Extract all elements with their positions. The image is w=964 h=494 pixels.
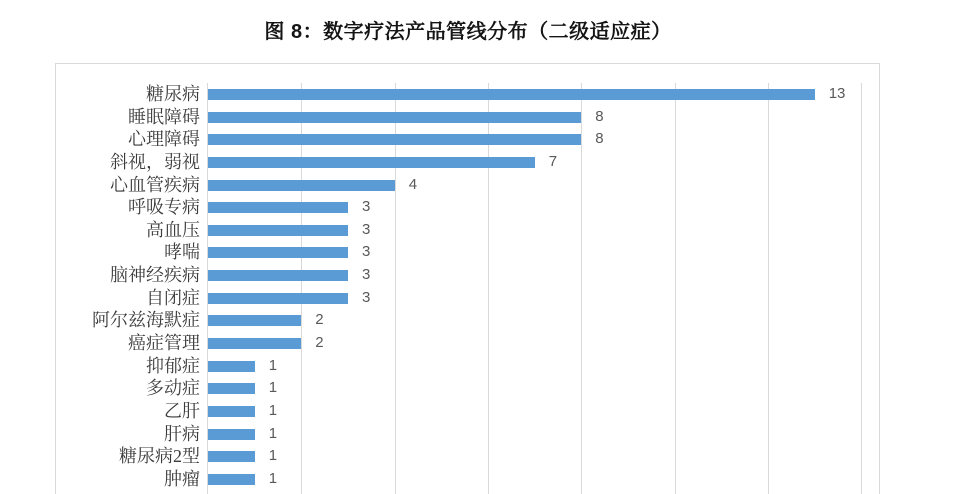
bar-row: [146, 219, 880, 242]
bar-row: [128, 196, 880, 219]
value-label: 3: [362, 266, 371, 284]
bar: [208, 315, 301, 326]
bar-row: [92, 309, 880, 332]
category-label: 睡眠障碍: [128, 106, 200, 127]
value-label: 3: [362, 220, 371, 238]
category-label: 糖尿病2型: [119, 446, 200, 467]
bar-row: [146, 377, 880, 400]
category-label: 心理障碍: [128, 129, 200, 150]
category-label: 多动症: [146, 378, 200, 399]
value-label: 8: [595, 107, 604, 125]
bar-row: [119, 445, 880, 468]
value-label: 1: [268, 356, 278, 374]
category-label: 高血压: [146, 219, 200, 240]
category-label: 抑郁症: [146, 355, 200, 376]
category-label: 呼吸专病: [128, 197, 200, 218]
value-label: 2: [315, 311, 324, 329]
bar: [208, 225, 348, 236]
bar-row: [146, 83, 880, 106]
bar: [208, 270, 348, 281]
bar: [208, 293, 348, 304]
plot-area: [92, 83, 880, 494]
bar: [208, 361, 255, 372]
bar: [208, 474, 255, 485]
category-label: 斜视，弱视: [110, 151, 200, 172]
category-label: 阿尔兹海默症: [92, 310, 200, 331]
figure-title: 图 8：数字疗法产品管线分布（二级适应症）: [264, 21, 672, 43]
bar: [208, 157, 535, 168]
value-label: 3: [362, 198, 371, 216]
bar: [208, 429, 255, 440]
category-label: 肝病: [164, 423, 200, 444]
value-label: 8: [595, 130, 604, 148]
bar-row: [146, 355, 880, 378]
category-label: 心血管疾病: [110, 174, 200, 195]
bar-row: [164, 241, 880, 264]
value-label: 1: [268, 401, 278, 419]
category-label: 癌症管理: [128, 333, 200, 354]
value-label: 1: [268, 469, 278, 487]
bar: [208, 406, 255, 417]
bar-row: [128, 128, 880, 151]
bar-row: [128, 332, 880, 355]
bar: [208, 180, 395, 191]
category-label: 肿瘤: [164, 468, 200, 489]
bar: [208, 134, 581, 145]
value-label: 7: [548, 152, 558, 170]
value-label: 1: [268, 447, 278, 465]
category-label: 乙肝: [164, 400, 200, 421]
category-label: 哮喘: [164, 242, 200, 263]
value-label: 13: [828, 85, 846, 102]
value-label: 1: [268, 424, 278, 442]
bar-row: [110, 264, 880, 287]
bar: [208, 451, 255, 462]
bar-row: [164, 400, 880, 423]
bar: [208, 383, 255, 394]
bar: [208, 112, 581, 123]
bar: [208, 202, 348, 213]
category-label: 糖尿病: [146, 84, 200, 104]
value-label: 2: [315, 334, 324, 352]
value-label: 3: [362, 243, 371, 261]
value-label: 1: [268, 379, 278, 397]
chart-frame: [55, 63, 880, 494]
category-label: 脑神经疾病: [110, 265, 200, 286]
bar: [208, 247, 348, 258]
bar-row: [164, 468, 880, 491]
bar: [208, 338, 301, 349]
bar-row: [110, 174, 880, 197]
bar-row: [146, 287, 880, 310]
bar-row: [164, 423, 880, 446]
bar-row: [110, 151, 880, 174]
bar: [208, 89, 815, 100]
value-label: 3: [362, 288, 371, 306]
category-label: 自闭症: [146, 287, 200, 308]
value-label: 4: [408, 175, 418, 193]
bar-row: [128, 106, 880, 129]
